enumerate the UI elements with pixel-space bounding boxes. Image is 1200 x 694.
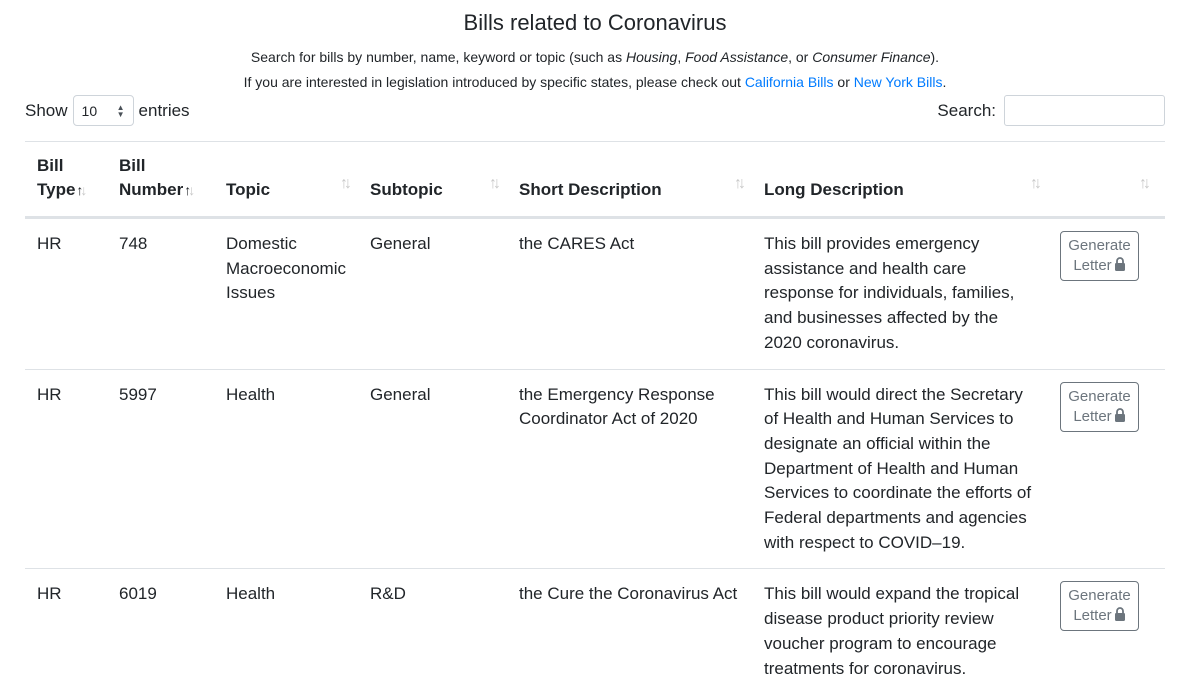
header-label: Topic [226,180,271,199]
intro-text: , or [788,49,813,65]
cell-bill-number: 748 [107,218,214,370]
table-row [25,569,1165,694]
sort-arrows-icon: ↑↓ [76,182,85,198]
cell-bill-type: HR [25,218,107,370]
sort-arrows-icon: ↑↓ [184,182,193,198]
intro-text: , [677,49,686,65]
search-label: Search: [937,100,996,120]
cell-bill-number: 5997 [107,369,214,569]
search-input[interactable] [1004,95,1165,126]
header-long-description[interactable] [752,142,1048,218]
cell-bill-number: 6019 [107,569,214,694]
new-york-bills-link[interactable]: New York Bills [853,74,943,90]
intro-state-bills [0,74,1190,90]
entries-label: entries [138,100,190,120]
sort-arrows-icon: ↑↓ [734,175,742,192]
header-label: Number [119,180,184,199]
intro-text: . [942,74,947,90]
header-bill-type[interactable] [25,142,107,218]
generate-letter-button[interactable] [1060,382,1139,432]
intro-search-hint [0,49,1190,65]
show-label: Show [25,100,68,120]
cell-subtopic: General [358,218,507,370]
button-label: Generate [1068,237,1131,254]
topic-example-housing: Housing [625,49,678,65]
entries-select[interactable] [73,95,134,126]
table-header-row [25,142,1165,218]
header-actions[interactable] [1048,142,1165,218]
entries-select-value: 10 [81,102,98,119]
cell-short-description: the CARES Act [507,218,752,370]
intro-text: If you are interested in legislation introduced by specific states, please check out [243,74,745,90]
cell-subtopic: R&D [358,569,507,694]
header-bill-number[interactable] [107,142,214,218]
topic-example-food-assistance: Food Assistance [685,49,789,65]
cell-actions [1048,369,1165,569]
sort-arrows-icon: ↑↓ [489,175,497,192]
header-label: Bill [119,156,146,175]
button-label: Generate [1068,387,1131,405]
generate-letter-button[interactable] [1060,231,1139,281]
cell-topic: Health [214,569,358,694]
lock-icon [1114,408,1126,422]
header-label: Short Description [519,180,662,199]
cell-long-description: This bill would direct the Secretary of Health and Human Services to designate an official within the Department of Health and Human Services to coordinate the efforts of Federal departments and agencies with respect to COVID–19. [752,369,1048,569]
sort-arrows-icon: ↑↓ [1139,175,1147,192]
cell-actions [1048,569,1165,694]
sort-arrows-icon: ↑↓ [1030,175,1038,192]
select-arrows-icon: ▲ ▼ [116,102,125,119]
button-label: Generate [1068,587,1131,605]
intro-text: ). [930,49,940,65]
cell-topic: Domestic Macroeconomic Issues [214,218,358,370]
cell-subtopic: General [358,369,507,569]
header-label: Type [37,180,76,199]
header-label: Subtopic [370,180,443,199]
sort-arrows-icon: ↑↓ [340,175,348,192]
cell-long-description: This bill would expand the tropical disease product priority review voucher program to encourage treatments for coronavirus. [752,569,1048,694]
cell-topic: Health [214,369,358,569]
table-row [25,218,1165,370]
intro-text: Search for bills by number, name, keyword or topic (such as [250,49,626,65]
generate-letter-button[interactable] [1060,581,1139,631]
cell-short-description: the Cure the Coronavirus Act [507,569,752,694]
header-short-description[interactable] [507,142,752,218]
bills-table [25,141,1165,694]
cell-long-description: This bill provides emergency assistance and health care response for individuals, families, and businesses affected by the 2020 coronavirus. [752,218,1048,370]
button-label: Letter [1073,607,1112,625]
header-label: Bill [37,156,64,175]
table-row [25,369,1165,569]
header-label: Long Description [764,180,904,199]
cell-short-description: the Emergency Response Coordinator Act of 2020 [507,369,752,569]
button-label: Letter [1073,257,1112,274]
button-label: Letter [1073,407,1112,425]
topic-example-consumer-finance: Consumer Finance [812,49,931,65]
cell-bill-type: HR [25,569,107,694]
page-title: Bills related to Coronavirus [463,10,727,35]
header-topic[interactable] [214,142,358,218]
cell-actions [1048,218,1165,370]
header-subtopic[interactable] [358,142,507,218]
entries-length-control [25,95,190,126]
intro-text: or [833,74,854,90]
lock-icon [1114,607,1126,621]
california-bills-link[interactable]: California Bills [744,74,834,90]
search-control [937,95,1165,126]
cell-bill-type: HR [25,369,107,569]
lock-icon [1114,257,1126,271]
